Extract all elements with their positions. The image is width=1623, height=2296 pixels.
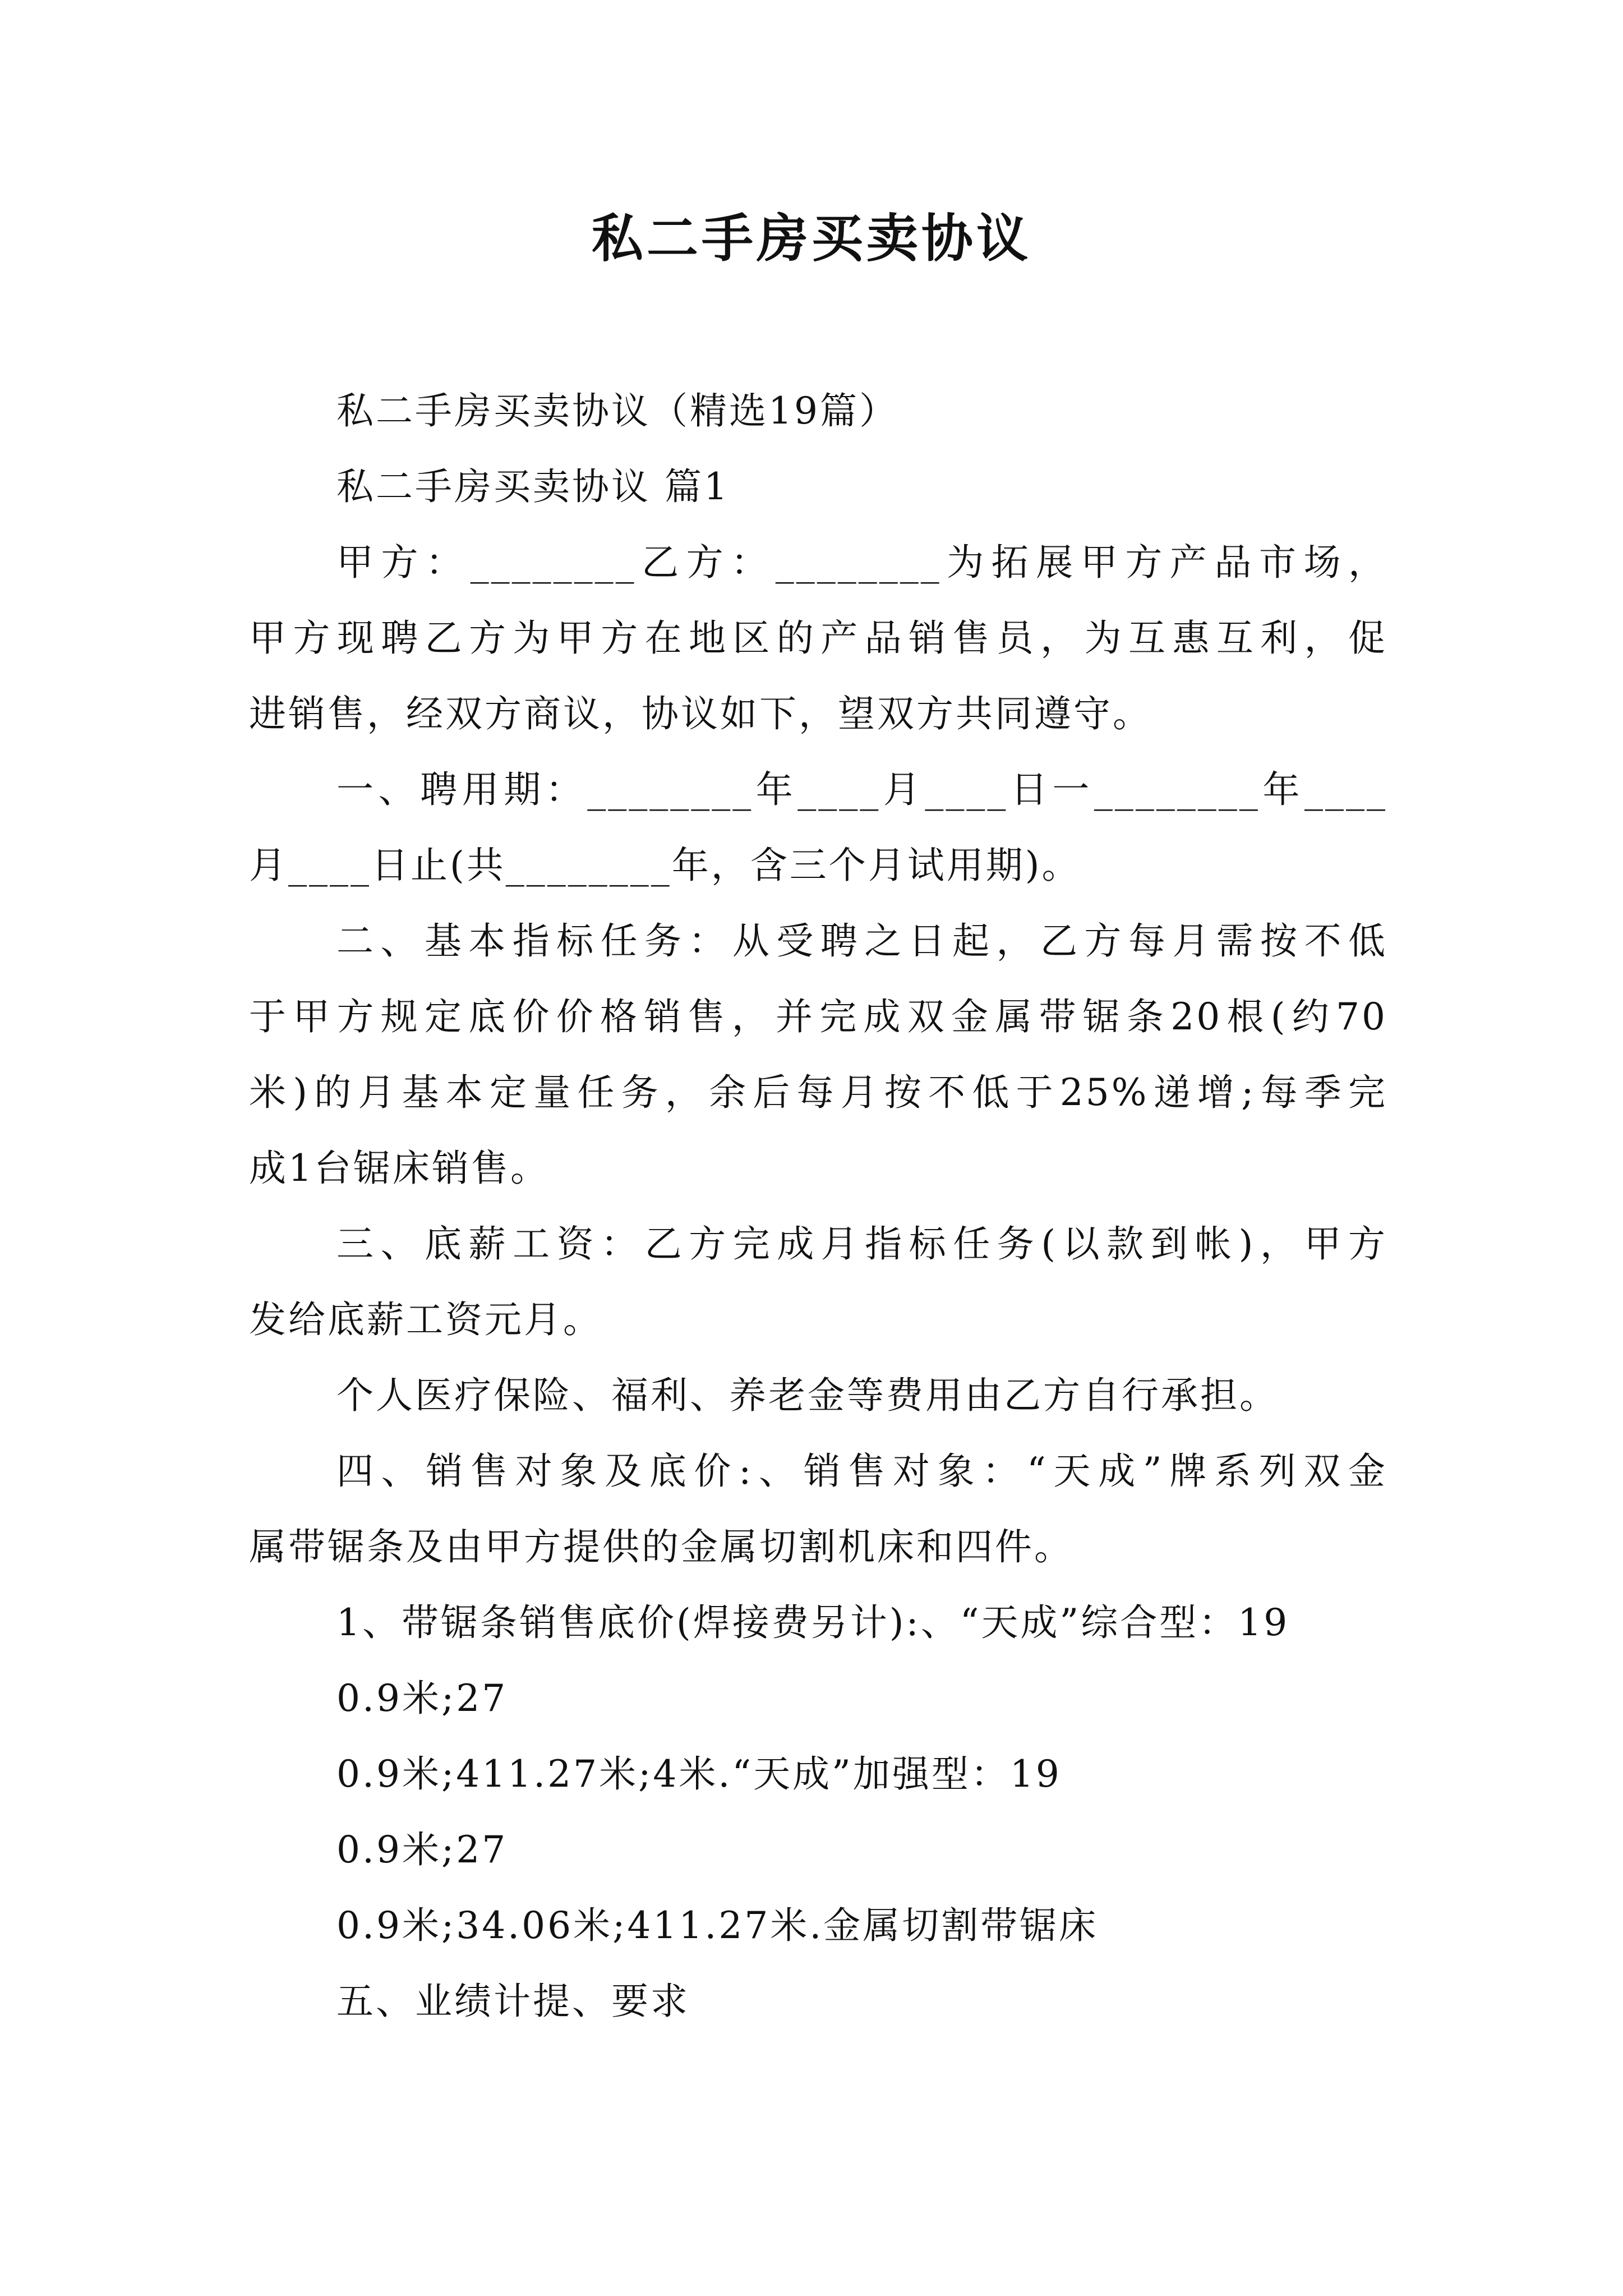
body-line: 0.9米;27 (336, 1828, 508, 1871)
body-line: 成1台锯床销售。 (249, 1147, 550, 1190)
body-line: 1、带锯条销售底价(焊接费另计):、“天成”综合型：19 (336, 1601, 1290, 1644)
body-line: 四、销售对象及底价:、销售对象：“天成”牌系列双金 (336, 1450, 1387, 1493)
section-heading-line: 私二手房买卖协议 篇1 (336, 465, 730, 508)
body-line: 三、底薪工资：乙方完成月指标任务(以款到帐)，甲方 (336, 1222, 1387, 1266)
body-line: 米)的月基本定量任务，余后每月按不低于25%递增;每季完 (249, 1071, 1387, 1114)
body-line: 0.9米;27 (336, 1677, 508, 1720)
body-line: 二、基本指标任务：从受聘之日起，乙方每月需按不低 (336, 919, 1387, 963)
body-line: 月____日止(共________年，含三个月试用期)。 (249, 844, 1081, 887)
body-line: 一、聘用期：________年____月____日一________年____ (336, 768, 1387, 811)
subtitle-line: 私二手房买卖协议（精选19篇） (336, 389, 898, 432)
section-heading-line: 五、业绩计提、要求 (336, 1980, 690, 2023)
body-line: 甲方现聘乙方为甲方在地区的产品销售员，为互惠互利，促 (249, 616, 1387, 660)
body-line: 进销售，经双方商议，协议如下，望双方共同遵守。 (249, 692, 1152, 735)
body-line: 甲方：________乙方：________为拓展甲方产品市场， (336, 541, 1387, 584)
body-line: 0.9米;411.27米;4米.“天成”加强型：19 (336, 1752, 1062, 1796)
document-title: 私二手房买卖协议 (591, 208, 1031, 269)
body-line: 于甲方规定底价价格销售，并完成双金属带锯条20根(约70 (249, 995, 1387, 1038)
body-line: 属带锯条及由甲方提供的金属切割机床和四件。 (249, 1525, 1073, 1568)
body-line: 0.9米;34.06米;411.27米.金属切割带锯床 (336, 1904, 1099, 1947)
body-line: 个人医疗保险、福利、养老金等费用由乙方自行承担。 (336, 1374, 1279, 1417)
body-line: 发给底薪工资元月。 (249, 1298, 602, 1341)
